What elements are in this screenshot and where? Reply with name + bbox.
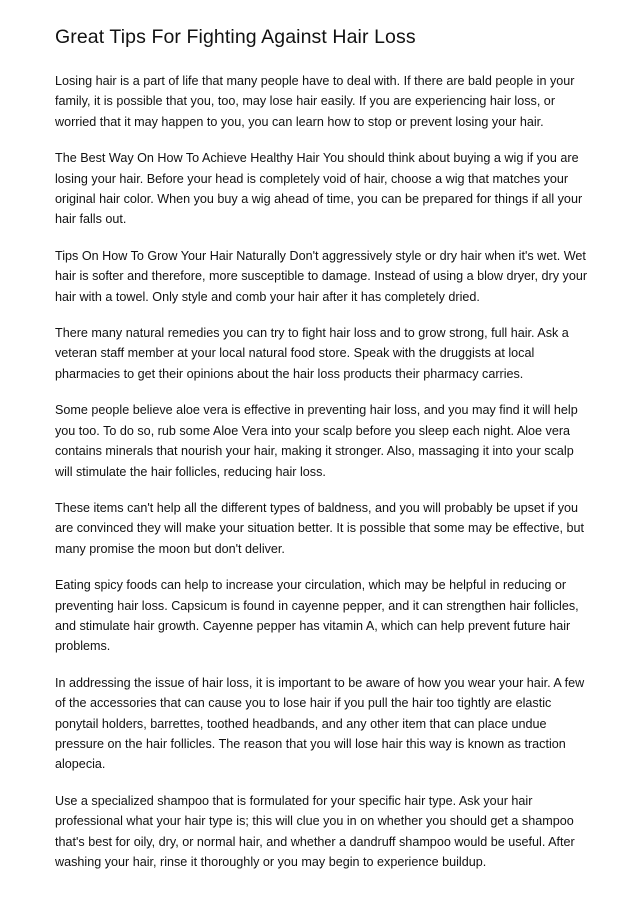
paragraph-aloe-vera: Some people believe aloe vera is effective in preventing hair loss, and you may find it will help you too. To do so, rub some Aloe Vera into your scalp before you sleep each night. Aloe vera contains minerals that nourish your hair, making it stronger. Also, massaging it into your scalp will stimulate the hair follicles, reducing hair loss. (55, 403, 578, 479)
document-title: Great Tips For Fighting Against Hair Loss (55, 26, 416, 48)
paragraph-wig: The Best Way On How To Achieve Healthy Hair You should think about buying a wig if you are losing your hair. Before your head is completely void of hair, choose a wig that matches your original hair color. When you buy a wig ahead of time, you can be prepared for things if all your hair falls out. (55, 151, 583, 227)
paragraph-baldness: These items can't help all the different types of baldness, and you will probably be upset if you are convinced they will make your situation better. It is possible that some may be effective, but many promise the moon but don't deliver. (55, 500, 584, 556)
document-page (55, 24, 589, 888)
paragraph-spicy-foods: Eating spicy foods can help to increase your circulation, which may be helpful in reducing or preventing hair loss. Capsicum is found in cayenne pepper, and it can strengthen hair follicles, and stimulate hair growth. Cayenne pepper has vitamin A, which can help prevent future hair problems. (55, 578, 579, 654)
paragraph-shampoo: Use a specialized shampoo that is formulated for your specific hair type. Ask your hair professional what your hair type is; this will clue you in on whether you should get a shampoo that's best for oily, dry, or normal hair, and whether a dandruff shampoo would be useful. After washing your hair, rinse it thoroughly or you may begin to experience buildup. (55, 793, 575, 869)
paragraph-wet-hair: Tips On How To Grow Your Hair Naturally Don't aggressively style or dry hair when it's wet. Wet hair is softer and therefore, more susceptible to damage. Instead of using a blow dryer, dry your hair with a towel. Only style and comb your hair after it has completely dried. (55, 248, 588, 304)
paragraph-natural-remedies: There many natural remedies you can try to fight hair loss and to grow strong, full hair. Ask a veteran staff member at your local natural food store. Speak with the druggists at local pharmacies to get their opinions about the hair loss products their pharmacy carries. (55, 326, 569, 381)
paragraph-accessories: In addressing the issue of hair loss, it is important to be aware of how you wear your hair. A few of the accessories that can cause you to lose hair if you pull the hair too tightly are elastic ponytail holders, barrettes, toothed headbands, and any other item that can place undue pressure on the hair follicles. The reason that you will lose hair this way is known as traction alopecia. (55, 675, 585, 772)
paragraph-intro: Losing hair is a part of life that many people have to deal with. If there are bald people in your family, it is possible that you, too, may lose hair easily. If you are experiencing hair loss, or worried that it may happen to you, you can learn how to stop or prevent losing your hair. (55, 74, 575, 129)
